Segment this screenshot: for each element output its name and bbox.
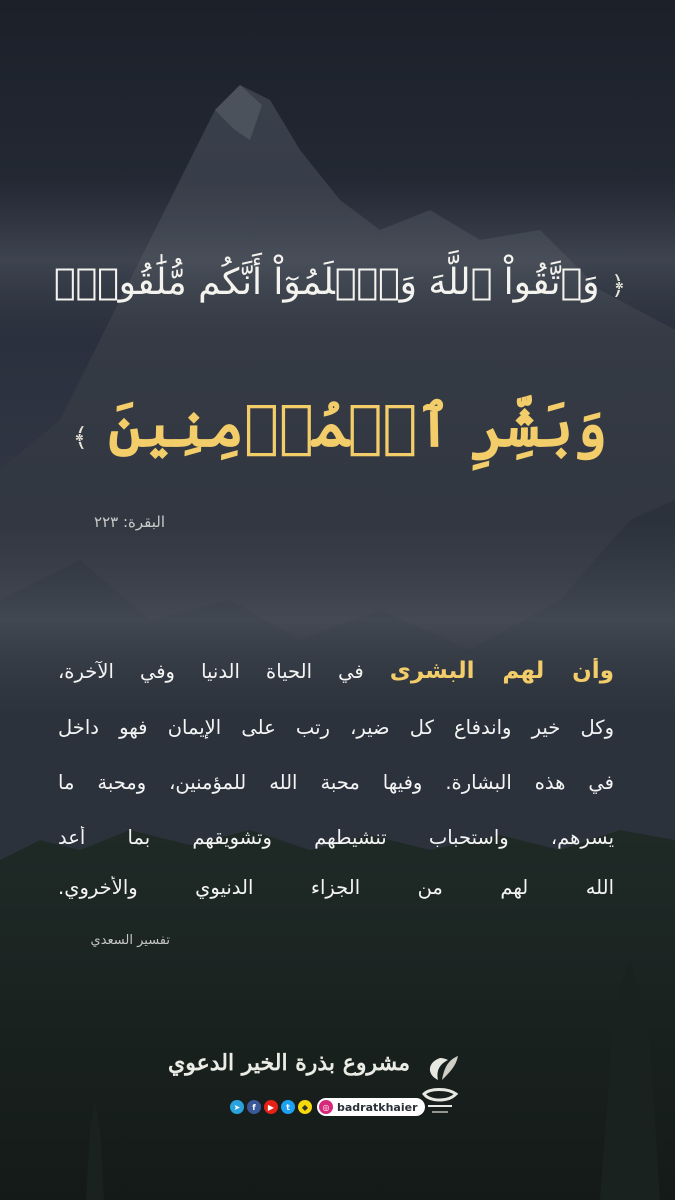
snapchat-icon[interactable]: ◆ [298,1100,312,1114]
ornament-close-icon: ﴾ [72,423,88,453]
ornament-open-icon: ﴿ [610,271,627,301]
verse-line-1 [40,262,640,303]
tafsir-line-3: في هذه البشارة. وفيها محبة الله للمؤمنين، ومحبة ما [58,771,614,794]
telegram-icon[interactable]: ➤ [230,1100,244,1114]
facebook-icon[interactable]: f [247,1100,261,1114]
tafsir-line-2: وكل خير واندفاع كل ضير، رتب على الإيمان فهو داخل [58,716,614,739]
twitter-icon[interactable]: t [281,1100,295,1114]
footer [0,1040,675,1130]
tafsir-line-1-rest: في الحياة الدنيا وفي الآخرة، [58,660,390,683]
project-title: مشروع بذرة الخير الدعوي [168,1050,410,1076]
tafsir-highlight: وأن لهم البشرى [389,658,614,684]
verse-text-line-2: وَبَشِّرِ ٱلۡمُؤۡمِنِينَ [108,392,608,460]
youtube-icon[interactable]: ▶ [264,1100,278,1114]
tafsir-line-5: الله لهم من الجزاء الدنيوي والأخروي. [58,876,614,899]
tafsir-line-1 [58,658,614,684]
surah-reference: البقرة: ٢٢٣ [94,513,165,531]
verse-text-line-1: وَٱتَّقُواْ ٱللَّهَ وَٱعۡلَمُوٓاْ أَنَّكُم مُّلَٰقُوهُۗ [53,262,600,303]
verse-line-2 [40,392,640,460]
social-bar [230,1097,425,1117]
seed-logo-icon [418,1050,462,1118]
tafsir-source: تفسير السعدي [90,933,170,948]
instagram-icon: ◎ [319,1100,333,1114]
tafsir-line-4: يسرهم، واستحباب تنشيطهم وتشويقهم بما أعد [58,826,614,849]
social-handle: badratkhaier [337,1100,418,1114]
handle-pill[interactable] [317,1098,425,1116]
